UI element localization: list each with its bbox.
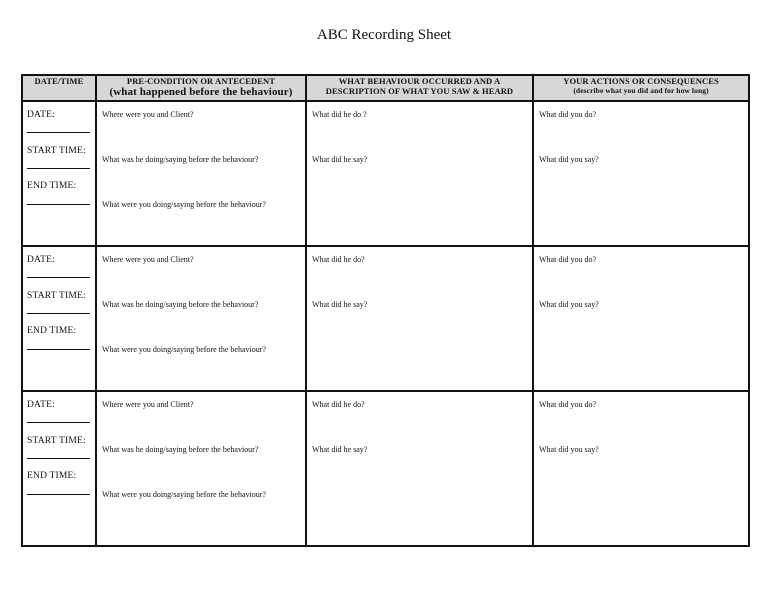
actions-question: What did you say?	[539, 155, 599, 164]
behaviour-question: What did he do?	[312, 400, 365, 409]
header-label: PRE-CONDITION OR ANTECEDENT	[126, 76, 276, 86]
header-sublabel: (describe what you did and for how long)	[573, 86, 709, 95]
antecedent-question: Where were you and Client?	[102, 255, 194, 264]
actions-cell[interactable]	[533, 246, 749, 391]
table-row	[22, 391, 749, 546]
start-time-line	[27, 313, 90, 314]
end-time-label: END TIME:	[27, 471, 77, 481]
date-time-cell[interactable]	[22, 391, 96, 546]
actions-question: What did you do?	[539, 400, 597, 409]
header-antecedent	[96, 75, 306, 101]
page-title: ABC Recording Sheet	[316, 27, 452, 43]
behaviour-cell[interactable]	[306, 246, 533, 391]
behaviour-cell[interactable]	[306, 391, 533, 546]
table-row	[22, 246, 749, 391]
actions-question: What did you do?	[539, 110, 597, 119]
date-label: DATE:	[27, 400, 55, 410]
antecedent-cell[interactable]	[96, 391, 306, 546]
header-label: YOUR ACTIONS OR CONSEQUENCES	[563, 76, 719, 86]
header-label: DATE/TIME	[34, 76, 84, 86]
antecedent-question: What were you doing/saying before the behaviour?	[102, 345, 266, 354]
date-line	[27, 277, 90, 278]
antecedent-question: What was he doing/saying before the behaviour?	[102, 445, 259, 454]
header-date-time	[22, 75, 96, 101]
antecedent-cell[interactable]	[96, 246, 306, 391]
end-time-line	[27, 494, 90, 495]
header-actions	[533, 75, 749, 101]
end-time-line	[27, 204, 90, 205]
end-time-label: END TIME:	[27, 181, 77, 191]
header-behaviour	[306, 75, 533, 101]
end-time-line	[27, 349, 90, 350]
start-time-label: START TIME:	[27, 291, 86, 301]
antecedent-cell[interactable]	[96, 101, 306, 246]
start-time-label: START TIME:	[27, 436, 86, 446]
antecedent-question: Where were you and Client?	[102, 400, 194, 409]
date-time-cell[interactable]	[22, 101, 96, 246]
antecedent-question: What were you doing/saying before the behaviour?	[102, 200, 266, 209]
date-line	[27, 132, 90, 133]
start-time-line	[27, 168, 90, 169]
actions-question: What did you say?	[539, 445, 599, 454]
end-time-label: END TIME:	[27, 326, 77, 336]
antecedent-question: What were you doing/saying before the behaviour?	[102, 490, 266, 499]
abc-table	[21, 74, 750, 547]
date-line	[27, 422, 90, 423]
actions-cell[interactable]	[533, 391, 749, 546]
table-row	[22, 101, 749, 246]
header-row	[22, 75, 749, 101]
start-time-label: START TIME:	[27, 146, 86, 156]
actions-question: What did you do?	[539, 255, 597, 264]
header-label: WHAT BEHAVIOUR OCCURRED AND A	[338, 76, 501, 86]
antecedent-question: What was he doing/saying before the behaviour?	[102, 300, 259, 309]
date-time-cell[interactable]	[22, 246, 96, 391]
start-time-line	[27, 458, 90, 459]
behaviour-question: What did he do ?	[312, 110, 367, 119]
behaviour-cell[interactable]	[306, 101, 533, 246]
date-label: DATE:	[27, 110, 55, 120]
date-label: DATE:	[27, 255, 55, 265]
behaviour-question: What did he say?	[312, 445, 368, 454]
behaviour-question: What did he say?	[312, 155, 368, 164]
behaviour-question: What did he do?	[312, 255, 365, 264]
behaviour-question: What did he say?	[312, 300, 368, 309]
actions-question: What did you say?	[539, 300, 599, 309]
header-sublabel: DESCRIPTION OF WHAT YOU SAW & HEARD	[325, 86, 514, 96]
header-sublabel: (what happened before the behaviour)	[109, 86, 293, 98]
antecedent-question: Where were you and Client?	[102, 110, 194, 119]
antecedent-question: What was he doing/saying before the behaviour?	[102, 155, 259, 164]
actions-cell[interactable]	[533, 101, 749, 246]
